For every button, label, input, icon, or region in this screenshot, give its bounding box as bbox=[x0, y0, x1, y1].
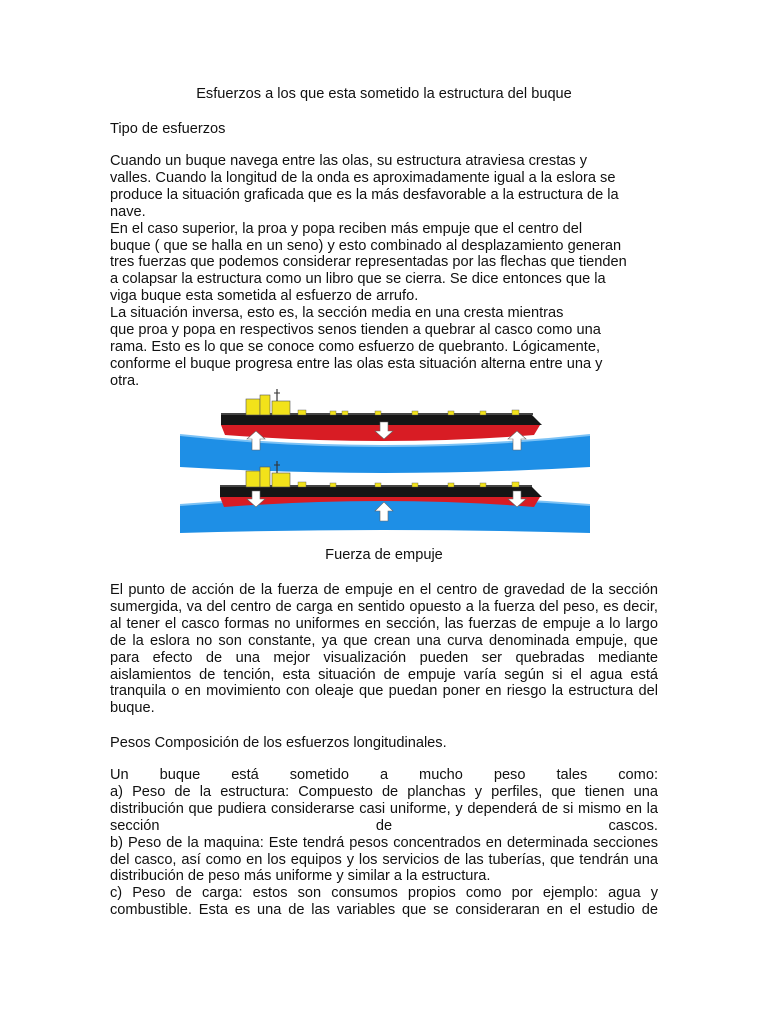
text-line: buque ( que se halla en un seno) y esto combinado al desplazamiento generan bbox=[110, 237, 622, 254]
figure-caption: Fuerza de empuje bbox=[325, 547, 443, 563]
text-line: rama. Esto es lo que se conoce como esfuerzo de quebranto. Lógicamente, bbox=[110, 338, 600, 355]
section-heading-tipos: Tipo de esfuerzos bbox=[110, 121, 226, 137]
text-line: produce la situación graficada que es la más desfavorable a la estructura de la bbox=[110, 186, 619, 203]
text-line: nave. bbox=[110, 203, 146, 220]
text-line: En el caso superior, la proa y popa reciben más empuje que el centro del bbox=[110, 220, 583, 237]
list-item-maquina: b) Peso de la maquina: Este tendrá pesos concentrados en determinada secciones del casco, así como en los equipos y los servicios de las tuberías, que tendrán una distribución de peso más uniforme y similar a la estructura. bbox=[110, 834, 658, 885]
section-heading-pesos: Pesos Composición de los esfuerzos longitudinales. bbox=[110, 735, 447, 751]
paragraph-esfuerzos bbox=[110, 153, 658, 390]
list-item-estructura: a) Peso de la estructura: Compuesto de planchas y perfiles, que tienen una distribución que pudiera considerarse casi uniforme, y dependerá de si mismo en la sección de cascos. bbox=[110, 783, 658, 834]
ship-sagging bbox=[180, 389, 590, 473]
list-item-carga: c) Peso de carga: estos son consumos propios como por ejemplo: agua y combustible. Esta es una de las variables que se consideraran en el estudio de bbox=[110, 885, 658, 919]
text-line: viga buque esta sometida al esfuerzo de arrufo. bbox=[110, 288, 419, 305]
text-line: La situación inversa, esto es, la sección media en una cresta mientras bbox=[110, 305, 564, 322]
text-line: valles. Cuando la longitud de la onda es aproximadamente igual a la eslora se bbox=[110, 169, 616, 186]
paragraph-pesos bbox=[110, 767, 658, 919]
paragraph-fuerza-empuje: El punto de acción de la fuerza de empuje en el centro de gravedad de la sección sumergida, va del centro de carga en sentido opuesto a la fuerza del peso, es decir, al tener el casco formas no uniformes en sección, las fuerzas de empuje a lo largo de la eslora no son constante, ya que crean una curva denominada empuje, que para efecto de una mejor visualización pueden ser quebradas mediante aislamientos de tención, esta situación de empuje varía según si el agua está tranquila o en movimiento con oleaje que puedan poner en riesgo la estructura del buque. bbox=[110, 582, 658, 717]
text-line: otra. bbox=[110, 372, 140, 389]
document-title: Esfuerzos a los que esta sometido la estructura del buque bbox=[196, 86, 572, 102]
list-intro: Un buque está sometido a mucho peso tales como: bbox=[110, 767, 658, 783]
text-line: tres fuerzas que podemos considerar representadas por las flechas que tienden bbox=[110, 254, 627, 271]
text-line: que proa y popa en respectivos senos tienden a quebrar al casco como una bbox=[110, 322, 601, 339]
text-line: Cuando un buque navega entre las olas, su estructura atraviesa crestas y bbox=[110, 153, 588, 169]
ship-hogging-sagging-illustration bbox=[180, 387, 590, 533]
text-line: conforme el buque progresa entre las olas esta situación alterna entre una y bbox=[110, 355, 603, 372]
text-line: a colapsar la estructura como un libro que se cierra. Se dice entonces que la bbox=[110, 271, 606, 288]
